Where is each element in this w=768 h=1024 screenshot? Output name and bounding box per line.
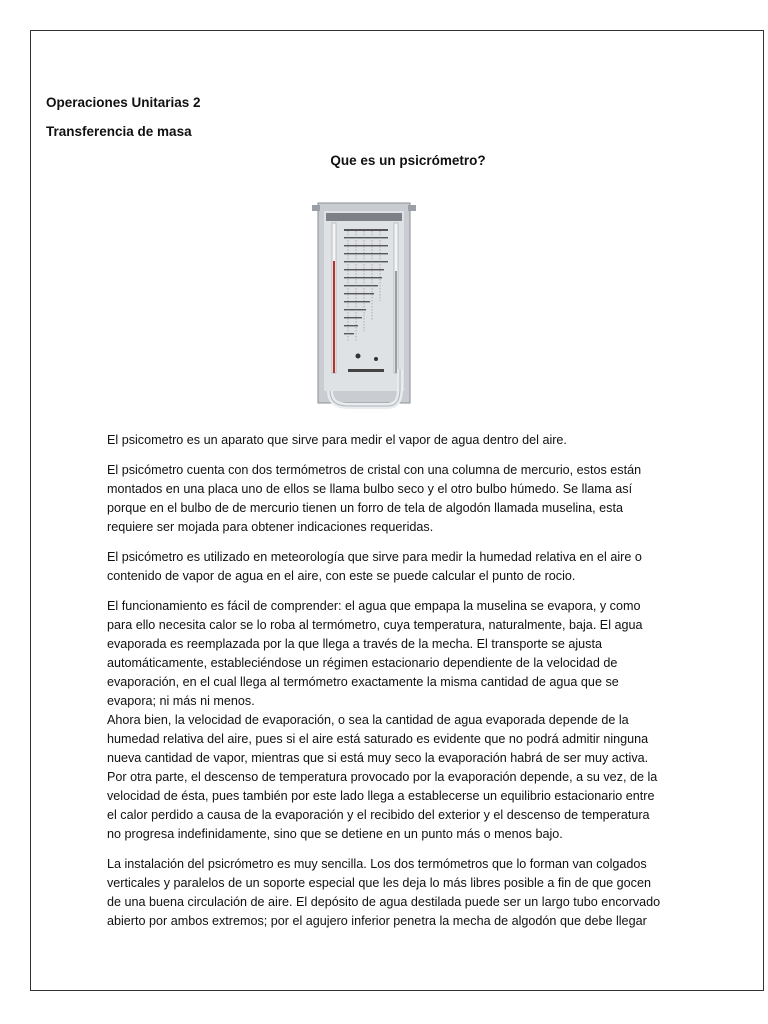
paragraph: El psicómetro es utilizado en meteorología que sirve para medir la humedad relativa en el aire o contenido de vapor de agua en el aire, con este se puede calcular el punto de rocio. (107, 550, 642, 583)
paragraph: El funcionamiento es fácil de comprender: el agua que empapa la muselina se evapora, y como para ello necesita calor se lo roba al termómetro, cuya temperatura, naturalmente, baja. El agua evaporada es reemplazada por la que llega a través de la mecha. El transporte se ajusta automáticamente, estableciéndose un régimen estacionario dependiente de la velocidad de evaporación, en el cual llega al termómetro exactamente la misma cantidad de agua que se evapora; ni más ni menos. (107, 599, 643, 708)
paragraph: El psicómetro cuenta con dos termómetros de cristal con una columna de mercurio, estos están montados en una placa uno de ellos se llama bulbo seco y el otro bulbo húmedo. Se llama así porque en el bulbo de de mercurio tienen un forro de tela de algodón llamada muselina, esta requiere ser mojada para obtener indicaciones requeridas. (107, 463, 642, 534)
psychrometer-image (308, 201, 418, 411)
paragraph: Ahora bien, la velocidad de evaporación, o sea la cantidad de agua evaporada depende de la humedad relativa del aire, pues si el aire está saturado es evidente que no podrá admitir ninguna nueva cantidad de vapor, mientras que si está muy seco la evaporación habrá de ser muy activa. Por otra parte, el descenso de temperatura provocado por la evaporación depende, a su vez, de la velocidad de ésta, pues también por este lado llega a establecerse un equilibrio estacionario entre el calor perdido a causa de la evaporación y el recibido del exterior y el descenso de temperatura no progresa indefinidamente, sino que se detiene en un punto más o menos bajo. (107, 713, 658, 841)
paragraph: El psicometro es un aparato que sirve para medir el vapor de agua dentro del aire. (107, 433, 567, 447)
topic-title: Transferencia de masa (46, 124, 192, 139)
body-text (107, 431, 667, 942)
paragraph: La instalación del psicrómetro es muy sencilla. Los dos termómetros que lo forman van colgados verticales y paralelos de un soporte especial que les deja lo más libres posible a fin de que gocen de una buena circulación de aire. El depósito de agua destilada puede ser un largo tubo encorvado abierto por ambos extremos; por el agujero inferior penetra la mecha de algodón que debe llegar (107, 857, 661, 928)
page-title: Que es un psicrómetro? (330, 153, 486, 168)
document-page (30, 30, 764, 991)
course-title: Operaciones Unitarias 2 (46, 95, 201, 110)
